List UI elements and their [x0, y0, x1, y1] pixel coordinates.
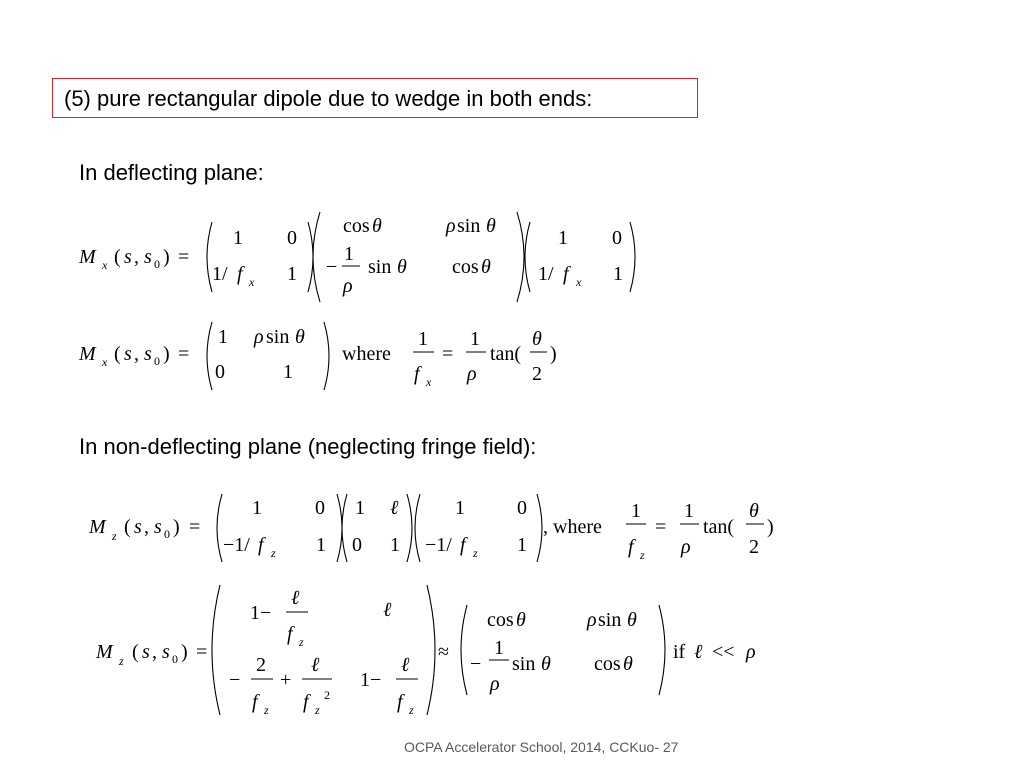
- svg-text:M: M: [96, 641, 113, 663]
- svg-text:f: f: [628, 536, 634, 558]
- svg-text:θ: θ: [295, 326, 305, 348]
- svg-text:=: =: [442, 343, 454, 365]
- svg-text:f: f: [460, 534, 466, 556]
- svg-text:1: 1: [283, 361, 293, 383]
- svg-text:ℓ: ℓ: [311, 654, 320, 676]
- svg-text:ℓ: ℓ: [383, 599, 392, 621]
- heading-nondeflecting-plane: In non-deflecting plane (neglecting fringe field):: [79, 434, 537, 459]
- svg-text:f: f: [258, 534, 264, 556]
- svg-text:f: f: [563, 263, 569, 285]
- svg-text:0: 0: [287, 227, 297, 249]
- svg-text:z: z: [271, 546, 276, 560]
- svg-text:z: z: [315, 703, 320, 717]
- svg-text:−1/: −1/: [223, 534, 250, 556]
- svg-text:1−: 1−: [250, 602, 272, 624]
- svg-text:1: 1: [558, 227, 568, 249]
- svg-text:f: f: [287, 623, 293, 645]
- svg-text:M: M: [79, 343, 96, 365]
- svg-text:,: ,: [134, 246, 139, 268]
- svg-text:<<: <<: [712, 641, 735, 663]
- svg-text:f: f: [252, 691, 258, 713]
- svg-text:ℓ: ℓ: [401, 654, 410, 676]
- svg-text:s: s: [144, 343, 152, 365]
- svg-text:): ): [173, 516, 180, 538]
- svg-text:f: f: [414, 363, 420, 385]
- svg-text:z: z: [112, 529, 117, 543]
- svg-text:x: x: [102, 355, 108, 369]
- svg-text:+: +: [280, 669, 292, 691]
- svg-text:0: 0: [315, 497, 325, 519]
- svg-text:1: 1: [418, 328, 428, 350]
- svg-text:0: 0: [517, 497, 527, 519]
- svg-text:0: 0: [172, 652, 178, 666]
- svg-text:=: =: [189, 516, 201, 538]
- svg-text:f: f: [397, 691, 403, 713]
- equation-mx-result: [78, 322, 557, 390]
- svg-text:): ): [767, 516, 774, 538]
- svg-text:0: 0: [352, 534, 362, 556]
- heading-deflecting-plane: In deflecting plane:: [79, 160, 264, 185]
- svg-text:θ: θ: [481, 256, 491, 278]
- svg-text:1: 1: [344, 243, 354, 265]
- svg-text:−1/: −1/: [425, 534, 452, 556]
- svg-text:cos: cos: [343, 215, 370, 237]
- svg-text:cos: cos: [487, 609, 514, 631]
- svg-text:1: 1: [455, 497, 465, 519]
- svg-text:s: s: [154, 516, 162, 538]
- svg-text:1: 1: [252, 497, 262, 519]
- svg-text:ρ: ρ: [254, 326, 264, 348]
- svg-text:s: s: [144, 246, 152, 268]
- svg-text:,: ,: [152, 641, 157, 663]
- svg-text:ℓ: ℓ: [291, 587, 300, 609]
- svg-text:(: (: [124, 516, 131, 538]
- svg-text:z: z: [299, 635, 304, 649]
- svg-text:θ: θ: [749, 500, 759, 522]
- svg-text:0: 0: [164, 527, 170, 541]
- svg-text:1: 1: [613, 263, 623, 285]
- svg-text:x: x: [249, 275, 255, 289]
- svg-text:2: 2: [324, 688, 330, 702]
- svg-text:1: 1: [470, 328, 480, 350]
- svg-text:0: 0: [612, 227, 622, 249]
- svg-text:=: =: [178, 343, 190, 365]
- svg-text:0: 0: [154, 354, 160, 368]
- svg-text:f: f: [303, 691, 309, 713]
- svg-text:,: ,: [144, 516, 149, 538]
- svg-text:1: 1: [631, 500, 641, 522]
- svg-text:=: =: [655, 516, 667, 538]
- svg-text:sin: sin: [266, 326, 290, 348]
- svg-text:≈: ≈: [438, 641, 449, 663]
- svg-text:z: z: [473, 546, 478, 560]
- svg-text:ρ: ρ: [446, 215, 456, 237]
- svg-text:−: −: [229, 669, 241, 691]
- svg-text:sin: sin: [598, 609, 622, 631]
- svg-text:ρ: ρ: [587, 609, 597, 631]
- svg-text:ℓ: ℓ: [694, 641, 703, 663]
- slide-title: (5) pure rectangular dipole due to wedge in both ends:: [64, 86, 593, 111]
- svg-text:=: =: [178, 246, 190, 268]
- svg-text:M: M: [89, 516, 106, 538]
- svg-text:2: 2: [256, 654, 266, 676]
- svg-text:cos: cos: [452, 256, 479, 278]
- svg-text:ρ: ρ: [746, 641, 756, 663]
- svg-text:θ: θ: [372, 215, 382, 237]
- svg-text:1: 1: [218, 326, 228, 348]
- svg-text:1/: 1/: [212, 263, 228, 285]
- svg-text:f: f: [237, 263, 243, 285]
- svg-text:where: where: [342, 343, 391, 365]
- svg-text:sin: sin: [512, 653, 536, 675]
- svg-text:2: 2: [532, 363, 542, 385]
- svg-text:M: M: [79, 246, 96, 268]
- svg-text:cos: cos: [594, 653, 621, 675]
- equation-mx-product: [78, 212, 635, 302]
- svg-text:1−: 1−: [360, 669, 382, 691]
- svg-text:1: 1: [517, 534, 527, 556]
- svg-text:x: x: [426, 375, 432, 389]
- svg-text:1: 1: [355, 497, 365, 519]
- svg-text:s: s: [134, 516, 142, 538]
- svg-text:ρ: ρ: [467, 363, 477, 385]
- svg-text:x: x: [576, 275, 582, 289]
- svg-text:ρ: ρ: [490, 673, 500, 695]
- svg-text:θ: θ: [397, 256, 407, 278]
- svg-text:ρ: ρ: [343, 275, 353, 297]
- svg-text:1: 1: [684, 500, 694, 522]
- svg-text:tan(: tan(: [703, 516, 735, 538]
- footer-text: OCPA Accelerator School, 2014, CCKuo- 27: [404, 739, 679, 755]
- svg-text:1: 1: [494, 637, 504, 659]
- svg-text:s: s: [142, 641, 150, 663]
- svg-text:0: 0: [154, 257, 160, 271]
- svg-text:): ): [163, 246, 170, 268]
- svg-text:θ: θ: [486, 215, 496, 237]
- svg-text:1: 1: [233, 227, 243, 249]
- svg-text:s: s: [124, 246, 132, 268]
- svg-text:z: z: [409, 703, 414, 717]
- svg-text:1: 1: [316, 534, 326, 556]
- svg-text:1/: 1/: [538, 263, 554, 285]
- svg-text:ℓ: ℓ: [390, 497, 399, 519]
- svg-text:(: (: [114, 246, 121, 268]
- svg-text:s: s: [124, 343, 132, 365]
- svg-text:2: 2: [749, 536, 759, 558]
- svg-text:if: if: [673, 641, 686, 663]
- svg-text:=: =: [196, 641, 208, 663]
- svg-text:s: s: [162, 641, 170, 663]
- svg-text:ρ: ρ: [681, 536, 691, 558]
- svg-text:, where: , where: [543, 516, 602, 538]
- equation-mz-product: [88, 494, 774, 562]
- svg-text:sin: sin: [368, 256, 392, 278]
- svg-text:sin: sin: [457, 215, 481, 237]
- svg-text:(: (: [114, 343, 121, 365]
- svg-text:): ): [163, 343, 170, 365]
- svg-text:1: 1: [287, 263, 297, 285]
- svg-text:1: 1: [390, 534, 400, 556]
- svg-text:(: (: [132, 641, 139, 663]
- svg-text:tan(: tan(: [490, 343, 522, 365]
- svg-text:,: ,: [134, 343, 139, 365]
- svg-text:z: z: [264, 703, 269, 717]
- svg-text:): ): [181, 641, 188, 663]
- svg-text:θ: θ: [532, 328, 542, 350]
- svg-text:θ: θ: [627, 609, 637, 631]
- svg-text:θ: θ: [541, 653, 551, 675]
- svg-text:z: z: [119, 654, 124, 668]
- equation-mz-result: [95, 585, 756, 717]
- svg-text:x: x: [102, 258, 108, 272]
- svg-text:θ: θ: [516, 609, 526, 631]
- svg-text:θ: θ: [623, 653, 633, 675]
- svg-text:0: 0: [215, 361, 225, 383]
- svg-text:−: −: [470, 653, 482, 675]
- svg-text:): ): [550, 343, 557, 365]
- svg-text:z: z: [640, 548, 645, 562]
- svg-text:−: −: [326, 256, 338, 278]
